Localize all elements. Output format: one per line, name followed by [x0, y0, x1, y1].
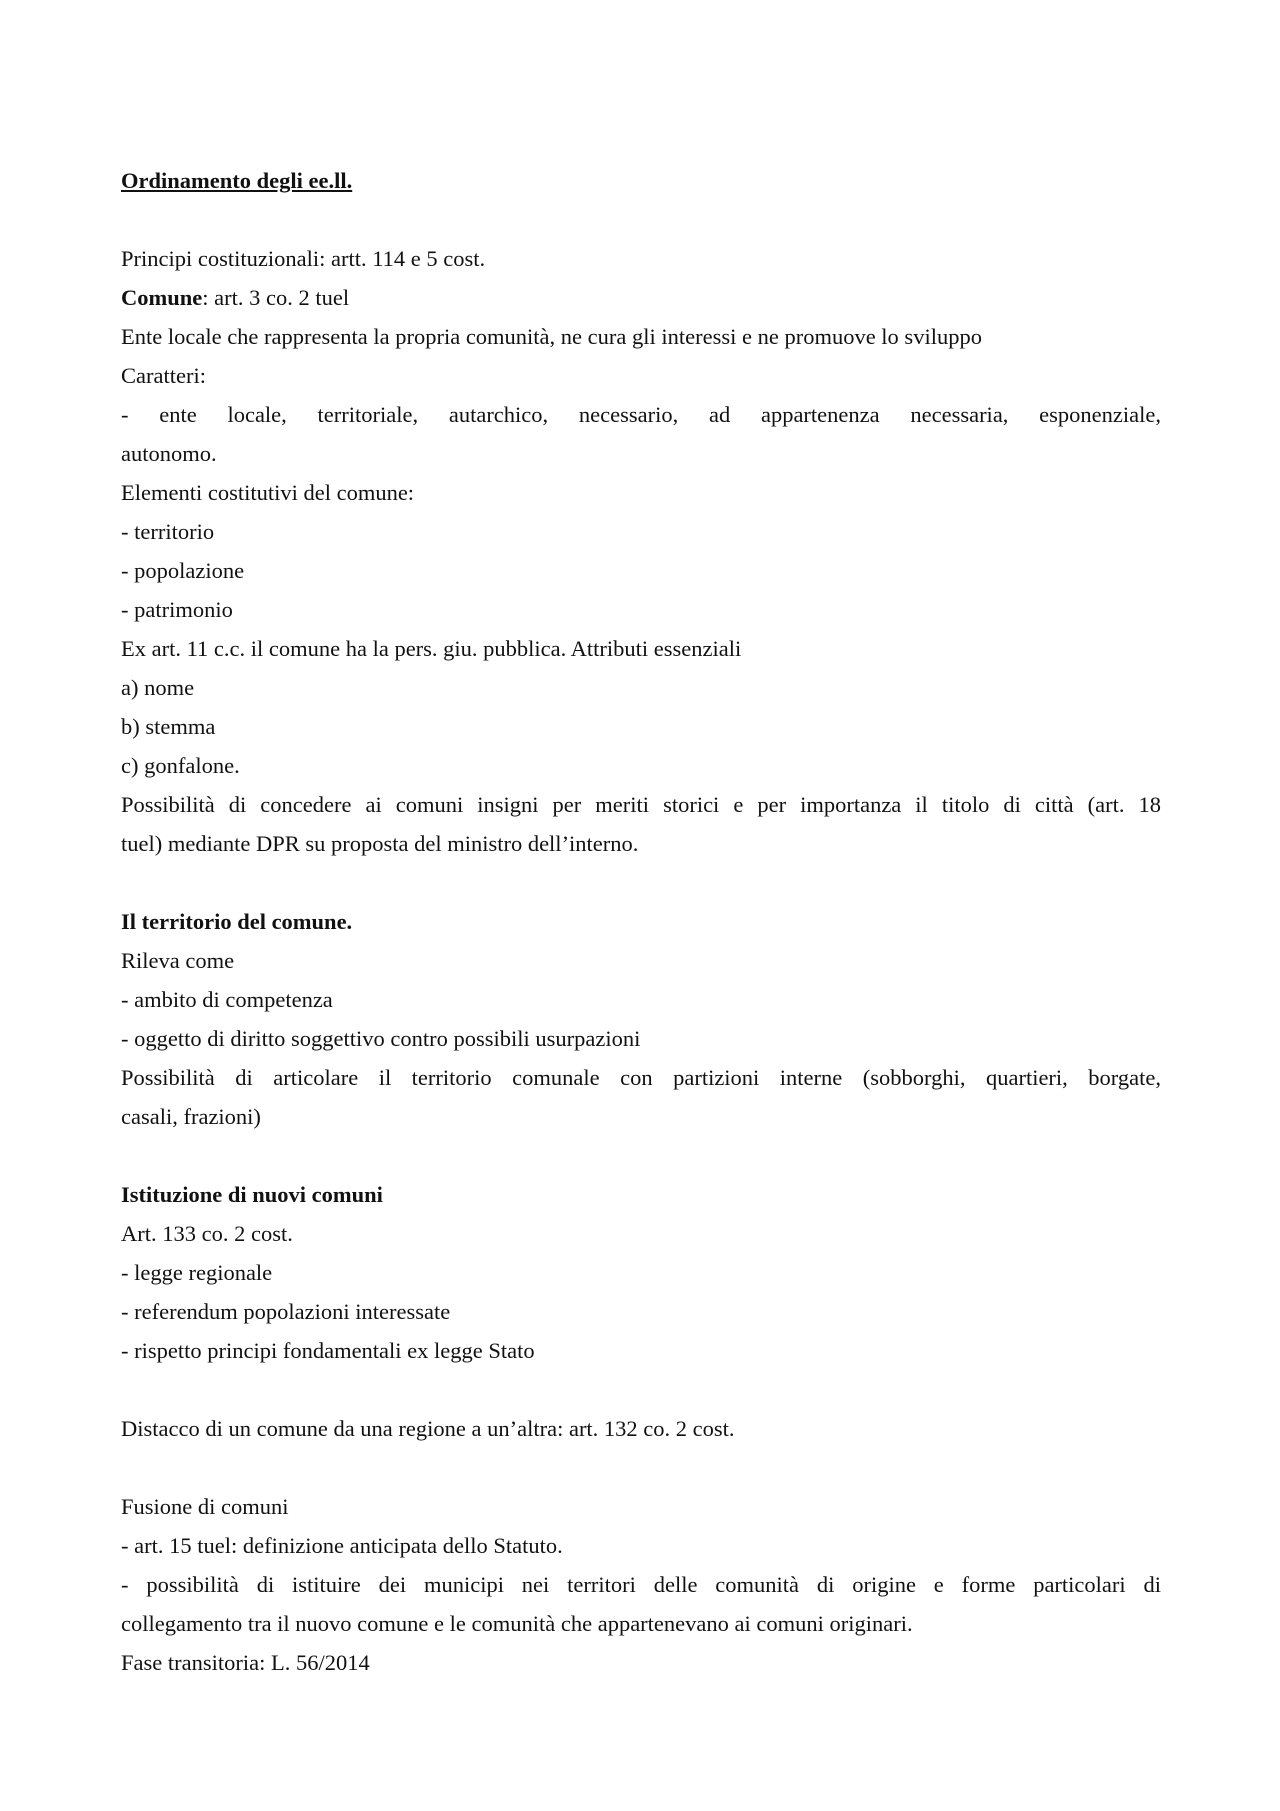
comune-definition: Ente locale che rappresenta la propria comunità, ne cura gli interessi e ne promuove lo sviluppo	[121, 324, 982, 349]
document-title: Ordinamento degli ee.ll.	[121, 168, 353, 193]
citta-paragraph-line-2: tuel) mediante DPR su proposta del ministro dell’interno.	[121, 831, 639, 856]
istituzione-heading: Istituzione di nuovi comuni	[121, 1182, 383, 1207]
caratteri-label: Caratteri:	[121, 363, 206, 388]
elementi-item: - territorio	[121, 519, 215, 544]
territorio-item: - ambito di competenza	[121, 987, 333, 1012]
spacer	[121, 1136, 1161, 1175]
partizioni-paragraph-line-2: casali, frazioni)	[121, 1104, 261, 1129]
elementi-label: Elementi costitutivi del comune:	[121, 480, 415, 505]
elementi-item: - patrimonio	[121, 597, 233, 622]
istituzione-article: Art. 133 co. 2 cost.	[121, 1221, 293, 1246]
attributi-item: b) stemma	[121, 714, 216, 739]
distacco-line: Distacco di un comune da una regione a un’altra: art. 132 co. 2 cost.	[121, 1416, 735, 1441]
territorio-heading: Il territorio del comune.	[121, 909, 353, 934]
partizioni-paragraph-line-1: Possibilità di articolare il territorio comunale con partizioni interne (sobborghi, quartieri, borgate,	[121, 1065, 1161, 1090]
caratteri-list-line-2: autonomo.	[121, 441, 217, 466]
caratteri-list-line-1: - ente locale, territoriale, autarchico, necessario, ad appartenenza necessaria, esponenziale,	[121, 402, 1161, 427]
spacer	[121, 863, 1161, 902]
istituzione-item: - rispetto principi fondamentali ex legge Stato	[121, 1338, 535, 1363]
fusione-heading: Fusione di comuni	[121, 1494, 289, 1519]
comune-line	[121, 278, 1161, 317]
spacer	[121, 1448, 1161, 1487]
spacer	[121, 1370, 1161, 1409]
territorio-item: - oggetto di diritto soggettivo contro possibili usurpazioni	[121, 1026, 641, 1051]
fusione-item: - art. 15 tuel: definizione anticipata dello Statuto.	[121, 1533, 563, 1558]
principles-line: Principi costituzionali: artt. 114 e 5 cost.	[121, 246, 486, 271]
comune-reference: : art. 3 co. 2 tuel	[202, 285, 350, 310]
document-page	[121, 161, 1161, 1682]
comune-label: Comune	[121, 285, 203, 310]
spacer	[121, 200, 1161, 239]
attributi-item: a) nome	[121, 675, 195, 700]
attributi-item: c) gonfalone.	[121, 753, 240, 778]
fusione-item-line-1: - possibilità di istituire dei municipi nei territori delle comunità di origine e forme particolari di	[121, 1572, 1161, 1597]
attributi-intro: Ex art. 11 c.c. il comune ha la pers. giu. pubblica. Attributi essenziali	[121, 636, 742, 661]
citta-paragraph-line-1: Possibilità di concedere ai comuni insigni per meriti storici e per importanza il titolo di città (art. 18	[121, 792, 1161, 817]
istituzione-item: - legge regionale	[121, 1260, 273, 1285]
elementi-item: - popolazione	[121, 558, 245, 583]
territorio-rileva: Rileva come	[121, 948, 235, 973]
fusione-item-line-2: collegamento tra il nuovo comune e le comunità che appartenevano ai comuni originari.	[121, 1611, 913, 1636]
istituzione-item: - referendum popolazioni interessate	[121, 1299, 451, 1324]
fase-transitoria: Fase transitoria: L. 56/2014	[121, 1650, 370, 1675]
